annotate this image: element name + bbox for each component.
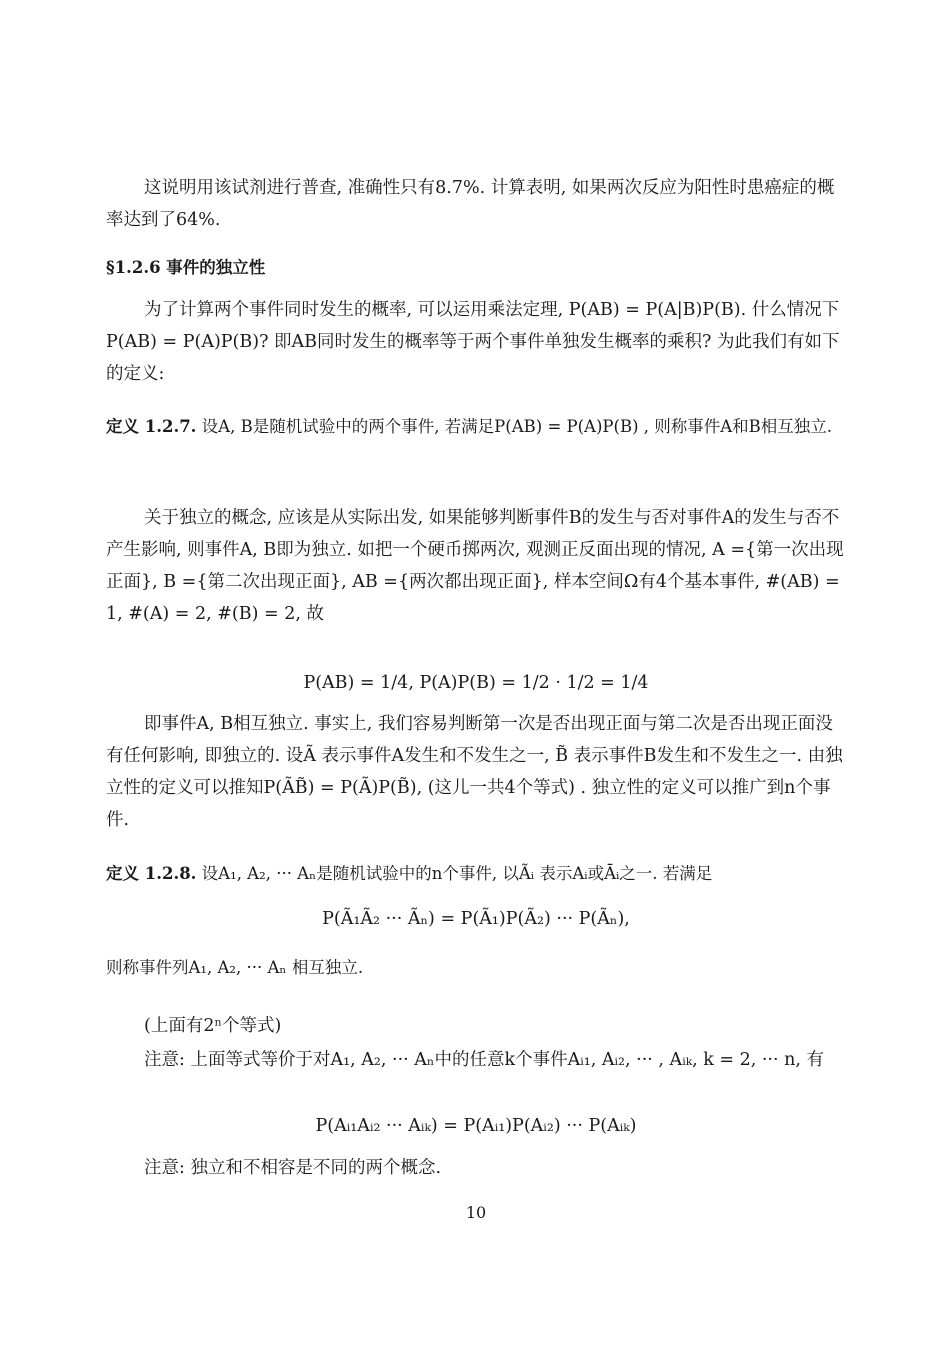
paragraph-accuracy: 这说明用该试剂进行普查, 准确性只有8.7%. 计算表明, 如果两次反应为阳性时患癌症的概率达到了64%. (106, 178, 835, 230)
definition-text: 设A, B是随机试验中的两个事件, 若满足P(AB) = P(A)P(B) , 则称事件A和B相互独立. (196, 417, 833, 436)
definition-label: 定义 1.2.7. (106, 417, 197, 436)
definition-1-2-7 (106, 411, 846, 443)
definition-label: 定义 1.2.8. (106, 864, 197, 883)
paragraph-note-equivalence: 注意: 上面等式等价于对A₁, A₂, ··· Aₙ中的任意k个事件Aᵢ₁, Aᵢ₂, ··· , Aᵢₖ, k = 2, ··· n, 有 (144, 1050, 825, 1070)
paragraph-equation-count: (上面有2ⁿ个等式) (144, 1016, 282, 1036)
page-number: 10 (465, 1203, 487, 1222)
section-heading: §1.2.6 事件的独立性 (106, 258, 266, 277)
equation-subset: P(Aᵢ₁Aᵢ₂ ··· Aᵢₖ) = P(Aᵢ₁)P(Aᵢ₂) ··· P(Aᵢₖ) (315, 1116, 637, 1136)
definition-tail: 则称事件列A₁, A₂, ··· Aₙ 相互独立. (106, 958, 364, 977)
paragraph-multiplication: 为了计算两个事件同时发生的概率, 可以运用乘法定理, P(AB) = P(A|B)P(B). 什么情况下P(AB) = P(A)P(B)? 即AB同时发生的概率等于两个事件单独发生概率的乘积? 为此我们有如下的定义: (106, 300, 840, 384)
paragraph-note-incompatible: 注意: 独立和不相容是不同的两个概念. (144, 1158, 442, 1178)
equation-n-events: P(Ã₁Ã₂ ··· Ãₙ) = P(Ã₁)P(Ã₂) ··· P(Ãₙ), (322, 909, 630, 929)
paragraph-coin-independence: 即事件A, B相互独立. 事实上, 我们容易判断第一次是否出现正面与第二次是否出现正面没有任何影响, 即独立的. 设Ã 表示事件A发生和不发生之一, B̃ 表示事件B发生和不发生之一. 由独立性的定义可以推知P(ÃB̃) = P(Ã)P(B̃), (这儿一共4个等式) . 独立性的定义可以推广到n个事件. (106, 714, 843, 830)
paragraph-independence-concept: 关于独立的概念, 应该是从实际出发, 如果能够判断事件B的发生与否对事件A的发生与否不产生影响, 则事件A, B即为独立. 如把一个硬币掷两次, 观测正反面出现的情况, A ={第一次出现正面}, B ={第二次出现正面}, AB ={两次都出现正面}, 样本空间Ω有4个基本事件, #(AB) = 1, #(A) = 2, #(B) = 2, 故 (106, 508, 844, 624)
definition-1-2-8 (106, 858, 846, 890)
definition-text: 设A₁, A₂, ··· Aₙ是随机试验中的n个事件, 以Ãᵢ 表示Aᵢ或Āᵢ之一. 若满足 (196, 864, 713, 883)
equation-coin: P(AB) = 1/4, P(A)P(B) = 1/2 · 1/2 = 1/4 (303, 673, 649, 693)
